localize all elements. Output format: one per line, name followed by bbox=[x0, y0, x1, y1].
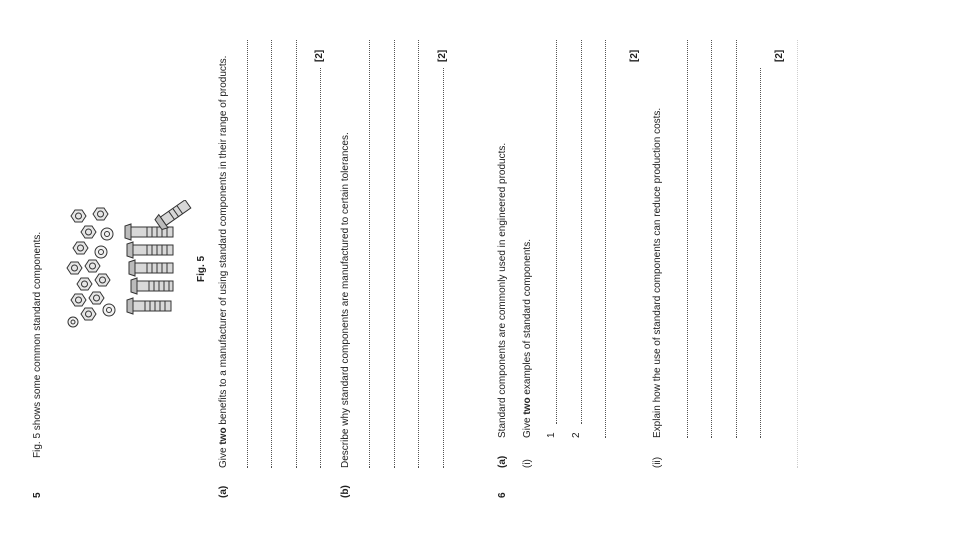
q6-i-label: (i) bbox=[522, 459, 533, 468]
q6-i-question: Give two examples of standard components. bbox=[522, 239, 533, 438]
marks-badge: [2] bbox=[774, 49, 785, 62]
q6-part-a-label: (a) bbox=[497, 455, 508, 468]
answer-line[interactable] bbox=[418, 40, 419, 468]
answer-line[interactable] bbox=[443, 68, 444, 468]
answer-line[interactable] bbox=[556, 40, 557, 424]
marks-badge: [2] bbox=[437, 49, 448, 62]
bolt-icon bbox=[127, 242, 173, 258]
nut-icon bbox=[67, 208, 110, 320]
part-b-label: (b) bbox=[340, 485, 351, 498]
example-2-label: 2 bbox=[571, 432, 582, 438]
answer-line[interactable] bbox=[369, 40, 370, 468]
figure-caption: Fig. 5 bbox=[196, 255, 207, 282]
part-a-label: (a) bbox=[218, 485, 229, 498]
question-5-intro: Fig. 5 shows some common standard components. bbox=[32, 231, 43, 458]
answer-line[interactable] bbox=[581, 40, 582, 424]
bolt-icon bbox=[131, 278, 173, 294]
marks-badge: [2] bbox=[314, 49, 325, 62]
example-1-label: 1 bbox=[546, 432, 557, 438]
answer-line[interactable] bbox=[760, 68, 761, 438]
question-5-number: 5 bbox=[32, 492, 43, 498]
bolt-icon bbox=[154, 200, 193, 231]
answer-line[interactable] bbox=[687, 40, 688, 438]
faint-answer-line bbox=[797, 40, 798, 468]
marks-badge: [2] bbox=[629, 49, 640, 62]
question-6-number: 6 bbox=[497, 492, 508, 498]
q6-part-a-text: Standard components are commonly used in engineered products. bbox=[497, 142, 508, 438]
answer-line[interactable] bbox=[605, 40, 606, 438]
q6-ii-label: (ii) bbox=[652, 456, 663, 468]
answer-line[interactable] bbox=[247, 40, 248, 468]
standard-components-figure bbox=[65, 200, 200, 330]
bolt-icon bbox=[127, 298, 171, 314]
answer-line[interactable] bbox=[320, 68, 321, 468]
part-b-question: Describe why standard components are manufactured to certain tolerances. bbox=[340, 132, 351, 468]
answer-line[interactable] bbox=[271, 40, 272, 468]
q6-ii-question: Explain how the use of standard components can reduce production costs. bbox=[652, 107, 663, 438]
bolt-icon bbox=[129, 260, 173, 276]
part-a-question: Give two benefits to a manufacturer of using standard components in their range of products. bbox=[218, 55, 229, 468]
answer-line[interactable] bbox=[394, 40, 395, 468]
answer-line[interactable] bbox=[736, 40, 737, 438]
answer-line[interactable] bbox=[296, 40, 297, 468]
answer-line[interactable] bbox=[711, 40, 712, 438]
